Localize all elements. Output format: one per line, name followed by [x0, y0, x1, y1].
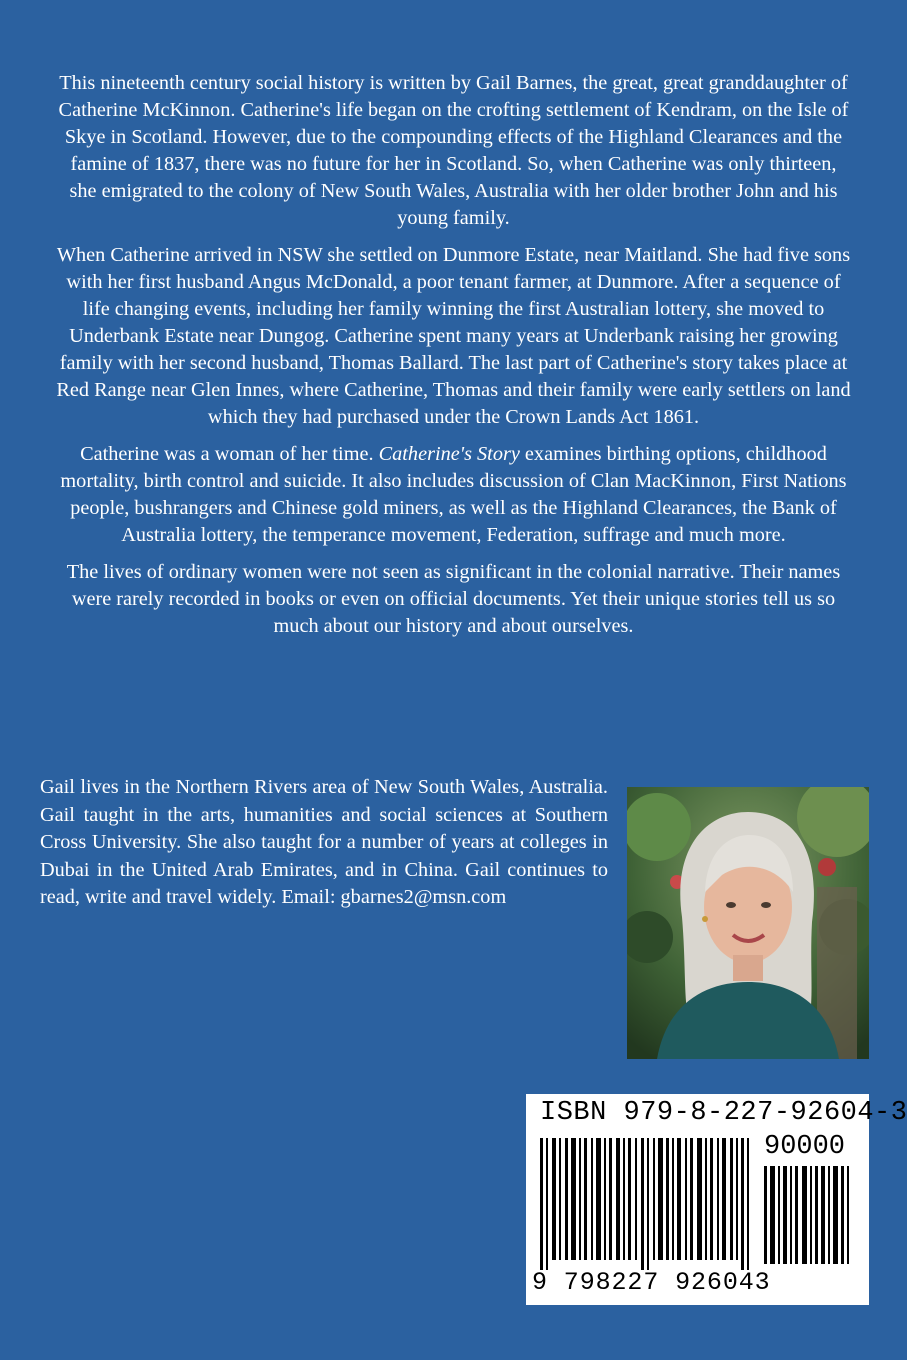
barcode-digits: 9 798227 926043: [532, 1268, 771, 1297]
addon-barcode-bars: [764, 1166, 854, 1264]
blurb-p3-end: examines birthing options, childhood mortality, birth control and suicide. It also includes discussion of Clan MacKinnon, First Nations people, bushrangers and Chinese gold miners, as well as the Highland Clearances, the Bank of Australia lottery, the temperance movement, Federation, suffrage and much more.: [60, 443, 847, 546]
blurb-paragraph-4: The lives of ordinary women were not seen as significant in the colonial narrative. Their names were rarely recorded in books or even on official documents. Yet their unique stories tell us so much about our history and about ourselves.: [66, 561, 841, 637]
author-bio-text: Gail lives in the Northern Rivers area of New South Wales, Australia. Gail taught in the arts, humanities and social sciences at Southern Cross University. She also taught for a number of years at colleges in Dubai in the United Arab Emirates, and in China. Gail continues to read, write and travel widely. Email: gbarnes2@msn.com: [40, 776, 608, 908]
blurb-p3-start: Catherine was a woman of her time.: [80, 443, 379, 465]
blurb-paragraph-2: When Catherine arrived in NSW she settled on Dunmore Estate, near Maitland. She had five sons with her first husband Angus McDonald, a poor tenant farmer, at Dunmore. After a sequence of life changing events, including her family winning the first Australian lottery, she moved to Underbank Estate near Dungog. Catherine spent many years at Underbank raising her growing family with her second husband, Thomas Ballard. The last part of Catherine's story takes place at Red Range near Glen Innes, where Catherine, Thomas and their family were early settlers on land which they had purchased under the Crown Lands Act 1861.: [56, 244, 851, 428]
isbn-label: ISBN 979-8-227-92604-3: [540, 1098, 907, 1128]
isbn-barcode: [526, 1094, 907, 1305]
author-photo: [627, 787, 869, 1059]
price-code: 90000: [764, 1132, 846, 1162]
author-bio: [40, 774, 608, 912]
blurb-paragraph-3: [56, 441, 851, 549]
barcode-bars: [540, 1138, 756, 1270]
book-title-italic: Catherine's Story: [378, 443, 520, 465]
blurb-paragraph-1: This nineteenth century social history is written by Gail Barnes, the great, great granddaughter of Catherine McKinnon. Catherine's life began on the crofting settlement of Kendram, on the Isle of Skye in Scotland. However, due to the compounding effects of the Highland Clearances and the famine of 1837, there was no future for her in Scotland. So, when Catherine was only thirteen, she emigrated to the colony of New South Wales, Australia with her older brother John and his young family.: [58, 72, 849, 229]
book-blurb: [56, 70, 851, 650]
